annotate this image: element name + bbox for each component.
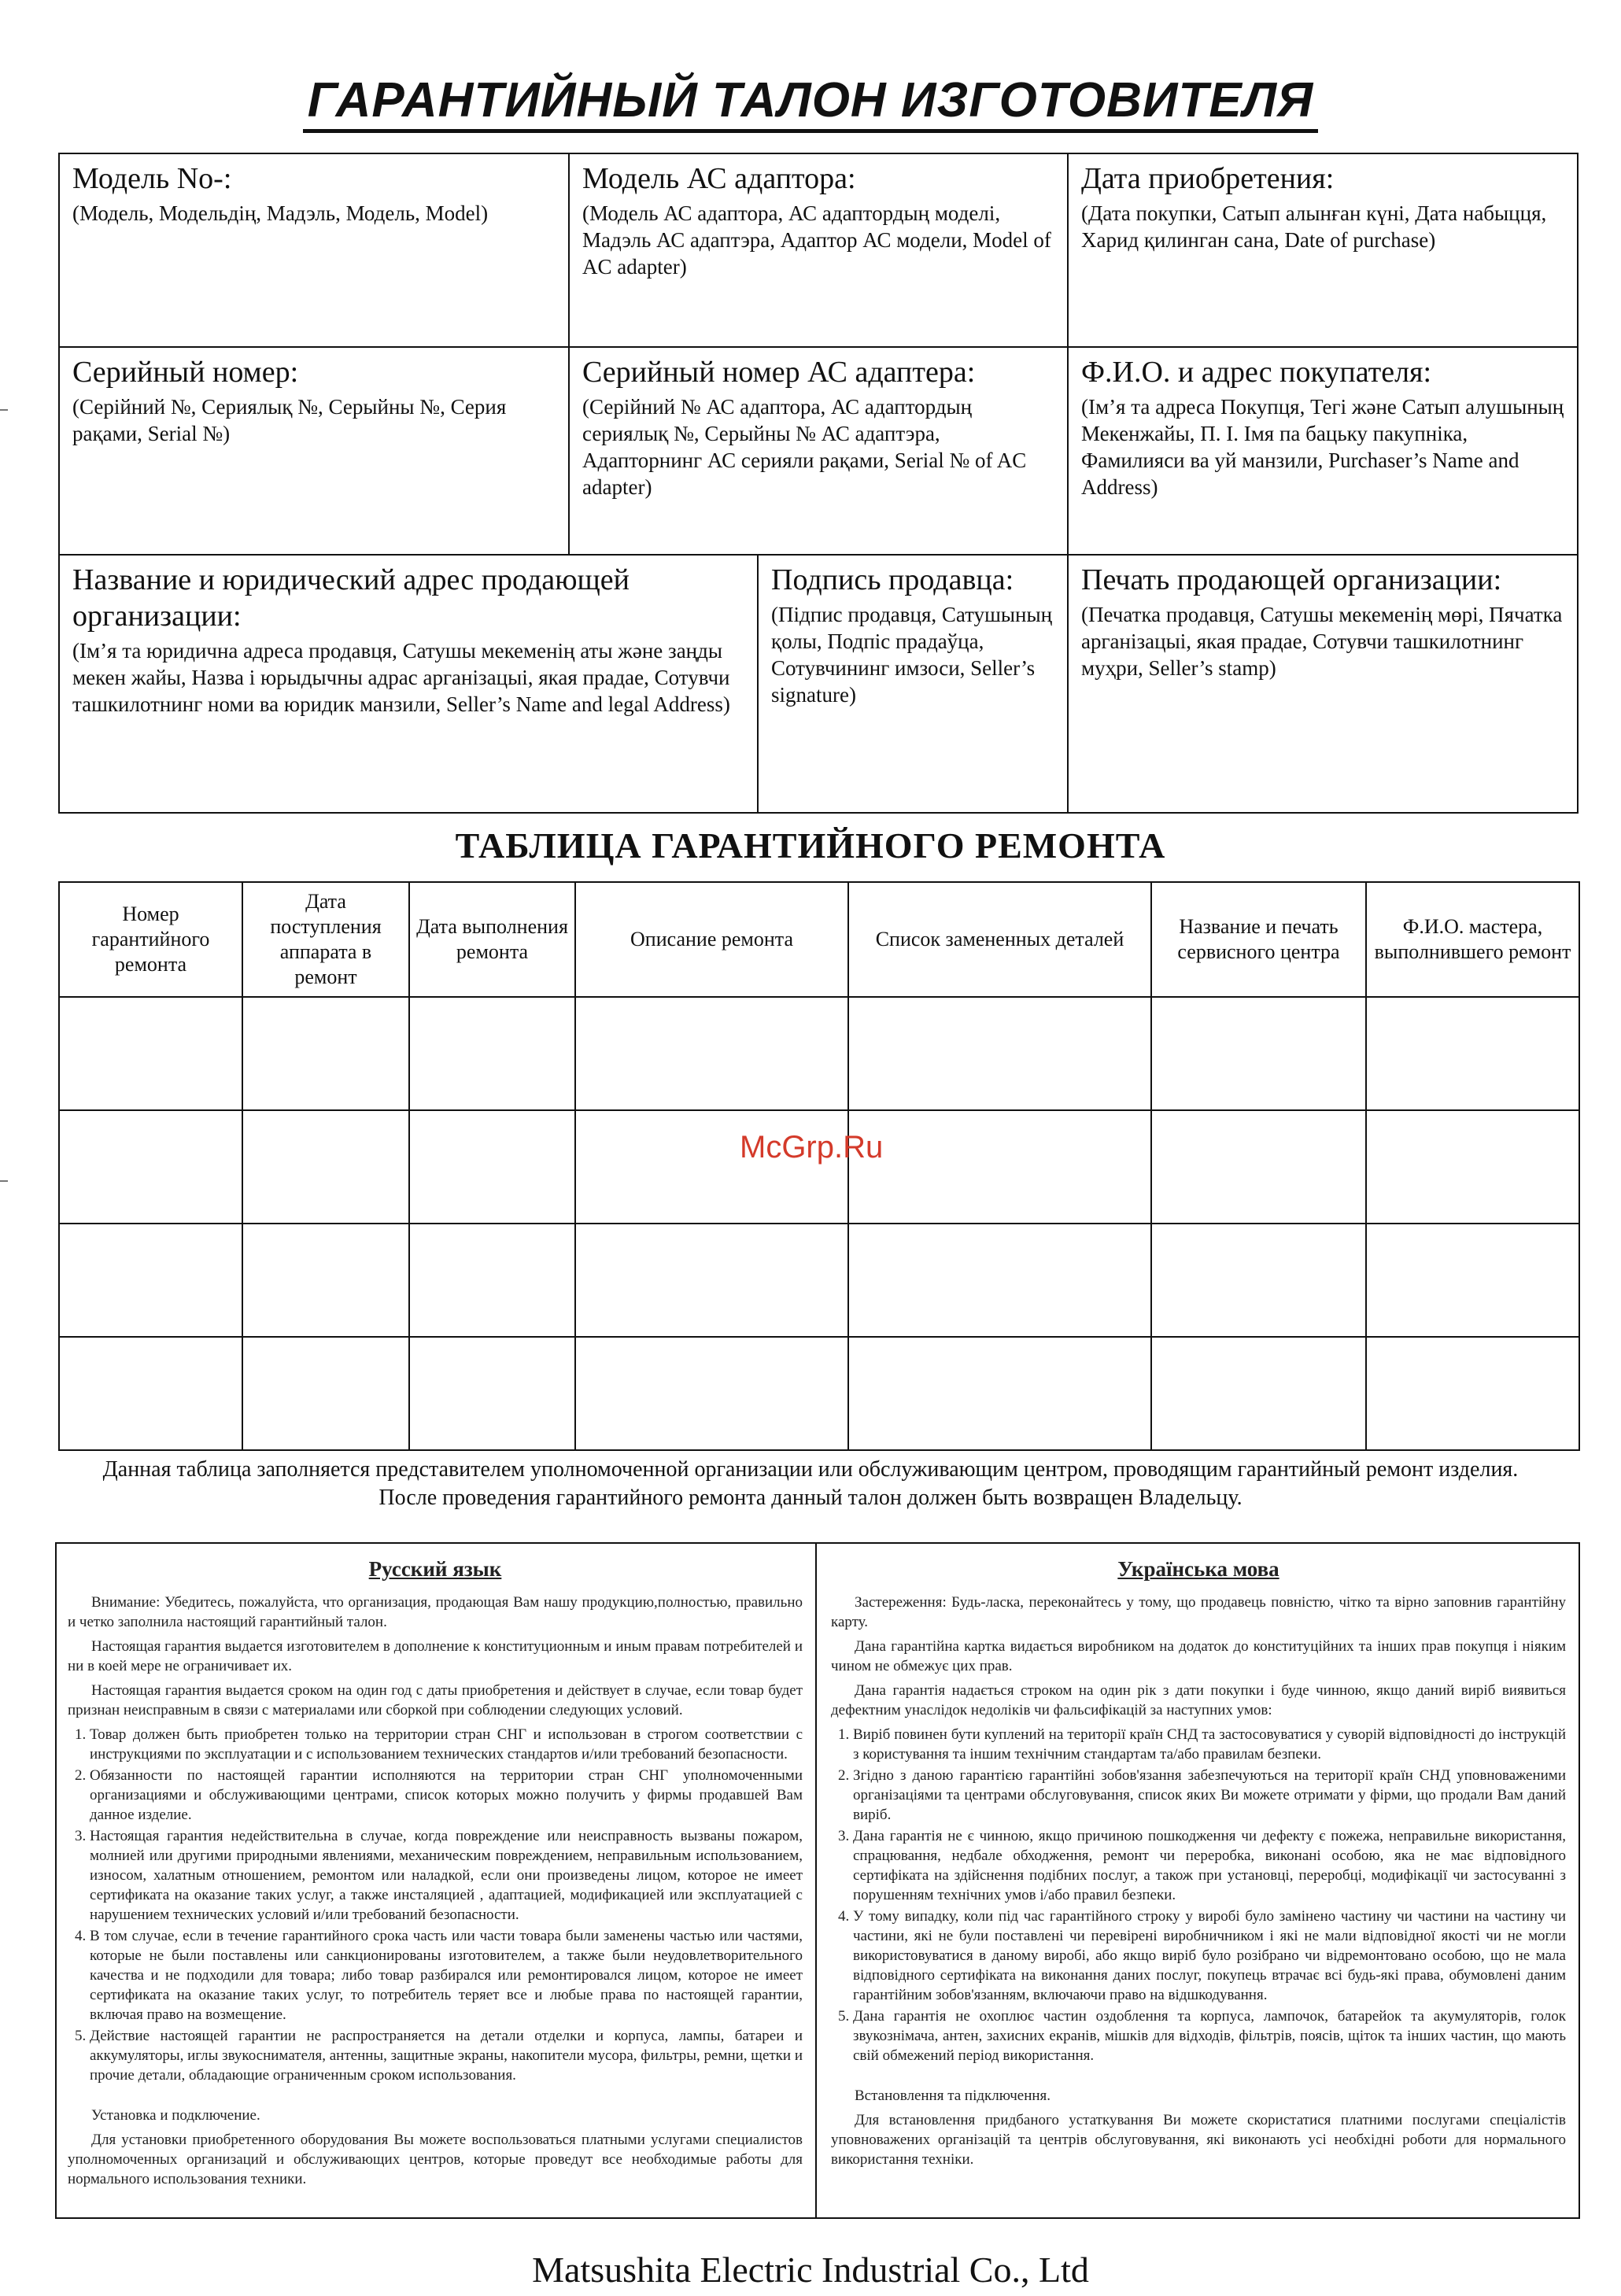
- list-item: 2. Згідно з даною гарантією гарантійні зобов'язання забезпечуються на території країн СНД уповноваженими організаціями та центрами обслуговування, список яких Ви можете отримати у фірми, що продали Вам даний виріб.: [853, 1766, 1566, 1825]
- serial-translations: (Серійний №, Сериялық №, Серыйны №, Серия рақами, Serial №): [72, 395, 507, 445]
- adapter-model-label: Модель АС адаптора:: [582, 162, 856, 195]
- russian-install-title: Установка и подключение.: [91, 2107, 260, 2124]
- model-translations: (Модель, Модельдің, Мадэль, Модель, Model): [72, 201, 489, 225]
- repair-entry-cell[interactable]: [242, 997, 409, 1110]
- repair-entry-cell[interactable]: [59, 1224, 242, 1337]
- repair-header-row: [59, 882, 1579, 997]
- list-item: 5. Дана гарантія не охоплює частин оздоблення та корпуса, лампочок, батарейок та акумуляторів, голок звукознімача, антен, захисних екранів, мішків для відходів, фільтрів, поясів, щіток та інших частин, що мають свій обмежений період використання.: [853, 2006, 1566, 2065]
- list-item: 3. Дана гарантія не є чинною, якщо причиною пошкодження чи дефекту є пожежа, неправильне використання, спрацювання, недбале обходження, ремонт чи переробка, виконані особою, яка не має відповідного сертифіката на здійснення подібних послуг, а також при установці, переробці, модифікації чи застосуванні з порушенням технічних умов і/або правил безпеки.: [853, 1826, 1566, 1905]
- adapter-serial-field[interactable]: [570, 348, 1067, 554]
- adapter-serial-label: Серийный номер АС адаптера:: [582, 356, 976, 389]
- seller-stamp-field[interactable]: [1069, 556, 1577, 812]
- header-repair-number: Номер гарантийного ремонта: [59, 882, 242, 997]
- adapter-serial-translations: (Серійний № АС адаптора, АС адаптордың сериялық №, Серыйны № АС адаптэра, Адапторнинг АС серияли рақами, Serial № of AC adapter): [582, 395, 1027, 499]
- repair-entry-cell[interactable]: [59, 1337, 242, 1450]
- russian-conditions-list: [68, 1725, 803, 2085]
- repair-entry-cell[interactable]: [1151, 1337, 1366, 1450]
- serial-label: Серийный номер:: [72, 356, 299, 389]
- buyer-label: Ф.И.О. и адрес покупателя:: [1081, 356, 1432, 389]
- repair-entry-cell[interactable]: [409, 1337, 575, 1450]
- seller-stamp-translations: (Печатка продавця, Сатушы мекеменің мөрі, Пячатка арганізацыі, якая прадае, Сотувчи ташкилотнинг муҳри, Seller’s stamp): [1081, 603, 1563, 680]
- repair-entry-cell[interactable]: [848, 1337, 1151, 1450]
- repair-entry-cell[interactable]: [409, 997, 575, 1110]
- repair-entry-cell[interactable]: [242, 1110, 409, 1224]
- legal-column-divider: [815, 1542, 817, 2219]
- repair-entry-cell[interactable]: [1366, 997, 1579, 1110]
- seller-sign-label: Подпись продавца:: [771, 563, 1014, 596]
- repair-entry-cell[interactable]: [59, 997, 242, 1110]
- repair-table: [58, 881, 1580, 1451]
- table-row: [59, 1110, 1579, 1224]
- repair-table-body: [59, 997, 1579, 1450]
- repair-table-title: ТАБЛИЦА ГАРАНТИЙНОГО РЕМОНТА: [455, 825, 1166, 866]
- purchase-date-label: Дата приобретения:: [1081, 162, 1335, 195]
- ukrainian-paragraph: Застереження: Будь-ласка, переконайтесь у тому, що продавець повністю, чітко та вірно заповнив гарантійну карту.: [831, 1594, 1566, 1630]
- repair-entry-cell[interactable]: [1151, 1110, 1366, 1224]
- list-item: 2. Обязанности по настоящей гарантии исполняются на территории стран СНГ уполномоченными организациями и обслуживающими центрами, список которых можно получить у фирмы продавшей Вам данное изделие.: [90, 1766, 803, 1825]
- repair-entry-cell[interactable]: [59, 1110, 242, 1224]
- russian-title: Русский язык: [368, 1557, 502, 1581]
- seller-sign-field[interactable]: [759, 556, 1067, 812]
- repair-entry-cell[interactable]: [1151, 1224, 1366, 1337]
- seller-org-translations: (Ім’я та юридична адреса продавця, Сатушы мекеменің аты және заңды мекен жайы, Назва і юрыдычны адрас арганізацыі, якая прадае, Сотувчи ташкилотнинг номи ва юридик манзили, Seller’s Name and legal Address): [72, 639, 730, 716]
- repair-entry-cell[interactable]: [575, 1224, 848, 1337]
- watermark: McGrp.Ru: [740, 1130, 884, 1165]
- buyer-translations: (Ім’я та адреса Покупця, Тегі және Сатып алушының Мекенжайы, П. І. Імя па бацьку пакупніка, Фамилияси ва уй манзили, Purchaser’s Name and Address): [1081, 395, 1564, 499]
- repair-entry-cell[interactable]: [242, 1224, 409, 1337]
- adapter-model-translations: (Модель АС адаптора, АС адаптордың моделі, Мадэль АС адаптэра, Адаптор АС модели, Model of AC adapter): [582, 201, 1051, 279]
- header-replaced-parts: Список замененных деталей: [848, 882, 1151, 997]
- table-row: [59, 1337, 1579, 1450]
- table-note-line1: Данная таблица заполняется представителем уполномоченной организации или обслуживающим центром, проводящим гарантийный ремонт изделия.: [102, 1457, 1519, 1482]
- page-title: ГАРАНТИЙНЫЙ ТАЛОН ИЗГОТОВИТЕЛЯ: [0, 72, 1621, 128]
- repair-entry-cell[interactable]: [575, 1337, 848, 1450]
- ukrainian-install-text: Для встановлення придбаного устаткування Ви можете скористатися платними послугами спеціалістів уповноважених організацій та центрів обслуговування, які виконають усі необхідні роботи для нормального використання техніки.: [831, 2112, 1566, 2168]
- seller-sign-translations: (Підпис продавця, Сатушының қолы, Подпіс прадаўца, Сотувчининг имзоси, Seller’s signature): [771, 603, 1053, 707]
- table-row: [59, 997, 1579, 1110]
- repair-entry-cell[interactable]: [409, 1110, 575, 1224]
- repair-entry-cell[interactable]: [242, 1337, 409, 1450]
- header-repair-description: Описание ремонта: [575, 882, 848, 997]
- ukrainian-title: Українська мова: [1117, 1557, 1279, 1581]
- seller-stamp-label: Печать продающей организации:: [1081, 563, 1502, 596]
- russian-install-text: Для установки приобретенного оборудования Вы можете воспользоваться платными услугами специалистов уполномоченных организаций и обслуживающих центров, которые проведут все необходимые работы для нормального использования техники.: [68, 2132, 803, 2187]
- adapter-model-field[interactable]: [570, 154, 1067, 346]
- repair-entry-cell[interactable]: [848, 1224, 1151, 1337]
- header-master-name: Ф.И.О. мастера, выполнившего ремонт: [1366, 882, 1579, 997]
- list-item: 4. В том случае, если в течение гарантийного срока часть или части товара были заменены частью или частями, которые не были поставлены или санкционированы изготовителем, а также были неудовлетворительного качества и не подходили для товара; либо товар разбирался или ремонтировался лицом, которое не имеет сертификата на оказание таких услуг, то потребитель теряет все и любые права по настоящей гарантии, включая право на возмещение.: [90, 1926, 803, 2025]
- repair-entry-cell[interactable]: [1151, 997, 1366, 1110]
- ukrainian-paragraph: Дана гарантійна картка видається виробником на додаток до конституційних та інших прав покупця і ніяким чином не обмежує цих прав.: [831, 1638, 1566, 1674]
- repair-entry-cell[interactable]: [409, 1224, 575, 1337]
- crop-mark-top: [0, 409, 8, 411]
- model-field[interactable]: [60, 154, 568, 346]
- purchase-date-translations: (Дата покупки, Сатып алынған күні, Дата набыцця, Харид қилинган сана, Date of purchase): [1081, 201, 1547, 252]
- list-item: 5. Действие настоящей гарантии не распространяется на детали отделки и корпуса, лампы, батареи и аккумуляторы, иглы звукоснимателя, антенны, защитные экраны, накопители мусора, фильтры, ремни, щетки и прочие детали, обладающие ограниченным сроком использования.: [90, 2026, 803, 2085]
- russian-paragraph: Настоящая гарантия выдается изготовителем в дополнение к конституционным и иным правам потребителей и ни в коей мере не ограничивает их.: [68, 1638, 803, 1674]
- repair-entry-cell[interactable]: [848, 1110, 1151, 1224]
- repair-entry-cell[interactable]: [575, 1110, 848, 1224]
- repair-entry-cell[interactable]: [1366, 1224, 1579, 1337]
- legal-column-ukrainian: [831, 1552, 1566, 2205]
- header-completed-date: Дата выполнения ремонта: [409, 882, 575, 997]
- crop-mark-bottom: [0, 1180, 8, 1182]
- list-item: 1. Товар должен быть приобретен только на территории стран СНГ и использован в строгом соответствии с инструкциями по эксплуатации и с использованием технических стандартов и/или требований безопасности.: [90, 1725, 803, 1764]
- purchase-date-field[interactable]: [1069, 154, 1577, 346]
- serial-field[interactable]: [60, 348, 568, 554]
- header-received-date: Дата поступления аппарата в ремонт: [242, 882, 409, 997]
- legal-column-russian: [68, 1552, 803, 2205]
- ukrainian-paragraph: Дана гарантія надається строком на один рік з дати покупки і буде чинною, якщо даний виріб виявиться дефектним унаслідок недоліків чи фальсифікацій за наступних умов:: [831, 1682, 1566, 1718]
- company-name: Matsushita Electric Industrial Co., Ltd: [532, 2250, 1089, 2290]
- buyer-field[interactable]: [1069, 348, 1577, 554]
- model-label: Модель No-:: [72, 162, 232, 195]
- table-note-line2: После проведения гарантийного ремонта данный талон должен быть возвращен Владельцу.: [378, 1486, 1243, 1510]
- info-grid: [58, 153, 1579, 814]
- seller-org-label: Название и юридический адрес продающей организации:: [72, 563, 630, 633]
- ukrainian-install-title: Встановлення та підключення.: [855, 2087, 1051, 2104]
- seller-org-field[interactable]: [60, 556, 757, 812]
- russian-paragraph: Внимание: Убедитесь, пожалуйста, что организация, продающая Вам нашу продукцию,полностью, правильно и четко заполнила настоящий гарантийный талон.: [68, 1594, 803, 1630]
- ukrainian-conditions-list: [831, 1725, 1566, 2065]
- repair-entry-cell[interactable]: [1366, 1110, 1579, 1224]
- repair-entry-cell[interactable]: [1366, 1337, 1579, 1450]
- repair-entry-cell[interactable]: [848, 997, 1151, 1110]
- list-item: 3. Настоящая гарантия недействительна в случае, когда повреждение или неисправность вызваны пожаром, молнией или другими природными явлениями, механическим повреждением, неправильным использованием, износом, халатным отношением, ремонтом или наладкой, если они произведены лицом, которое не имеет сертификата на оказание таких услуг, а также инсталяцией , адаптацией, модификацией или эксплуатацией с нарушением технических условий и/или требований безопасности.: [90, 1826, 803, 1925]
- list-item: 1. Виріб повинен бути куплений на території країн СНД та застосовуватися у суворій відповідності до інструкцій з користування та іншим технічним стандартам та/або правилам безпеки.: [853, 1725, 1566, 1764]
- header-service-center: Название и печать сервисного центра: [1151, 882, 1366, 997]
- russian-paragraph: Настоящая гарантия выдается сроком на один год с даты приобретения и действует в случае, если товар будет признан неисправным в связи с материалами или сборкой при соблюдении следующих условий.: [68, 1682, 803, 1718]
- repair-entry-cell[interactable]: [575, 997, 848, 1110]
- table-row: [59, 1224, 1579, 1337]
- list-item: 4. У тому випадку, коли під час гарантійного строку у виробі було замінено частину чи частини на частину чи частини, які не були поставлені чи перевірені виробничником і які не мали відповідної якості чи не могли використовуватися в даному виробі, або якщо виріб було розібрано чи відремонтовано особою, що не мала відповідного сертифіката на виконання даних послуг, покупець втрачає всі будь-які права, обумовлені даним гарантійним зобов'язанням, включаючи право на відшкодування.: [853, 1907, 1566, 2005]
